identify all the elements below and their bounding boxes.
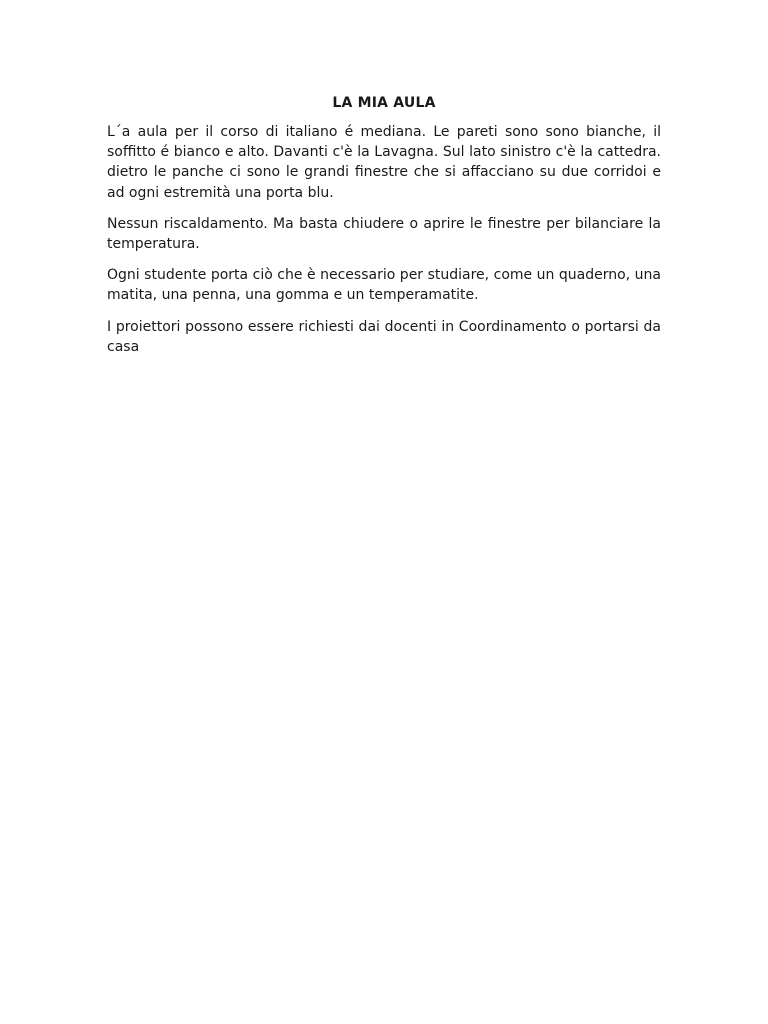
paragraph-student-supplies: Ogni studente porta ciò che è necessario per studiare, come un quaderno, una matita, una penna, una gomma e un temperamatite. bbox=[107, 267, 661, 304]
document-body bbox=[107, 93, 661, 368]
paragraph-classroom-description: L´a aula per il corso di italiano é mediana. Le pareti sono sono bianche, il soffitto é bianco e alto. Davanti c'è la Lavagna. Sul lato sinistro c'è la cattedra. dietro le panche ci sono le grandi finestre che si affacciano su due corridoi e ad ogni estremità una porta blu. bbox=[107, 124, 661, 201]
paragraph-heating: Nessun riscaldamento. Ma basta chiudere o aprire le finestre per bilanciare la temperatura. bbox=[107, 215, 661, 253]
paragraph-projectors: I proiettori possono essere richiesti dai docenti in Coordinamento o portarsi da casa bbox=[107, 318, 661, 355]
document-title: LA MIA AULA bbox=[332, 95, 436, 111]
